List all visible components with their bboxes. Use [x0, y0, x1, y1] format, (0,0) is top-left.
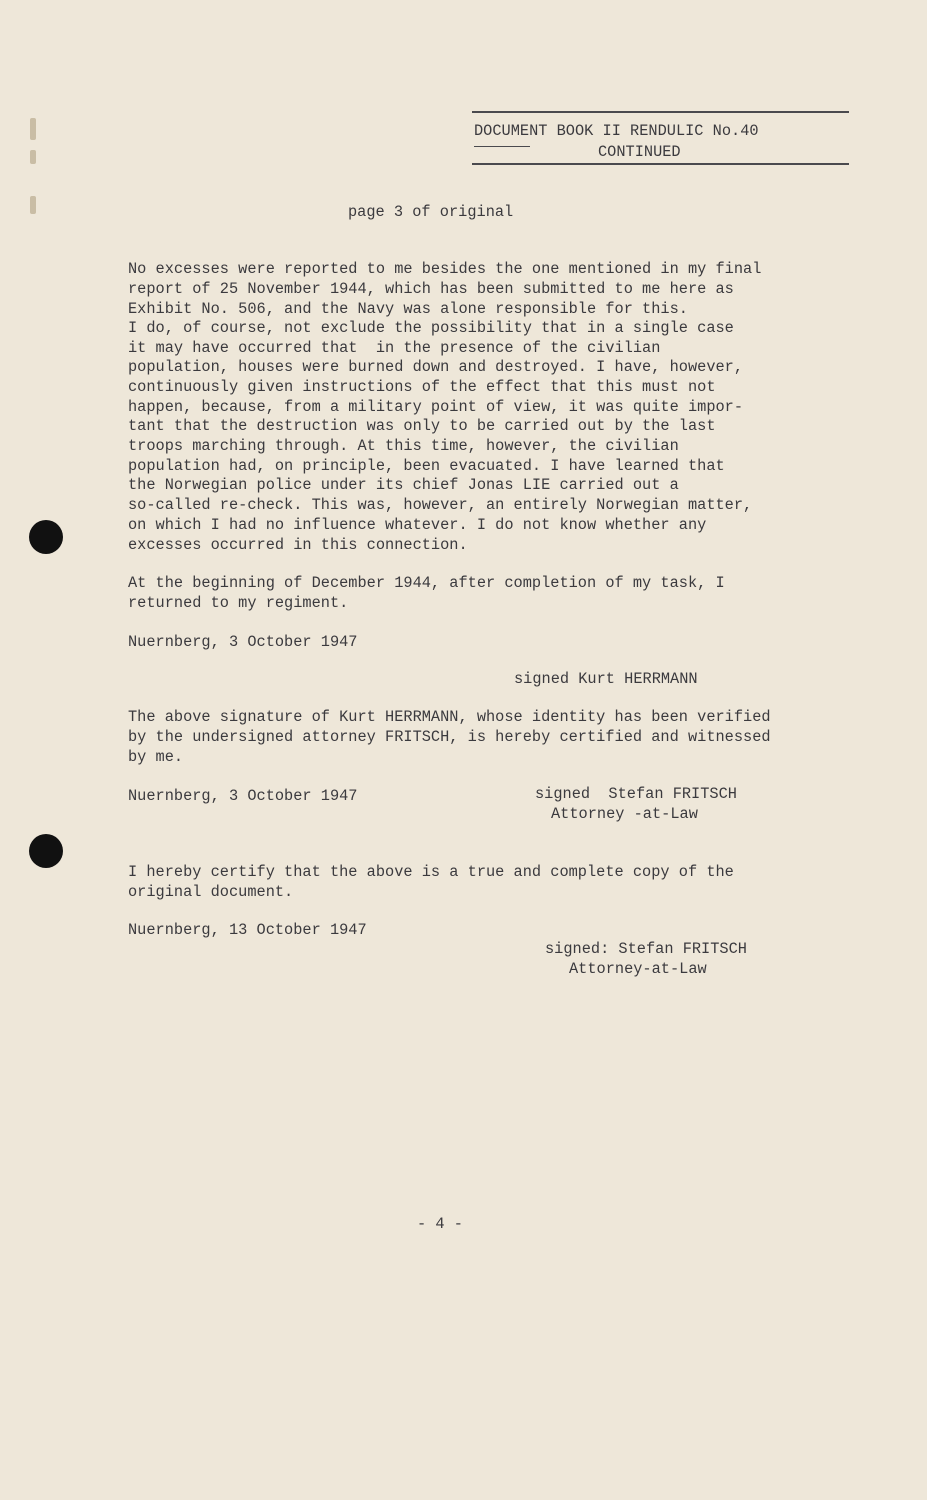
text-line: returned to my regiment.: [128, 594, 349, 612]
date-line-3: Nuernberg, 13 October 1947: [128, 921, 367, 939]
edge-mark: [30, 150, 36, 164]
date-line-2: Nuernberg, 3 October 1947: [128, 787, 358, 805]
text-line: population, houses were burned down and destroyed. I have, however,: [128, 358, 744, 376]
text-line: on which I had no influence whatever. I do not know whether any: [128, 516, 707, 534]
text-line: I hereby certify that the above is a true and complete copy of the: [128, 863, 734, 881]
text-line: population had, on principle, been evacuated. I have learned that: [128, 457, 725, 475]
certification-signature-title: Attorney-at-Law: [569, 960, 707, 978]
text-line: I do, of course, not exclude the possibility that in a single case: [128, 319, 734, 337]
text-line: The above signature of Kurt HERRMANN, whose identity has been verified: [128, 708, 771, 726]
text-line: troops marching through. At this time, however, the civilian: [128, 437, 679, 455]
header-rule-top: [472, 111, 849, 113]
text-line: happen, because, from a military point of view, it was quite impor-: [128, 398, 744, 416]
text-line: continuously given instructions of the effect that this must not: [128, 378, 716, 396]
page-number: - 4 -: [417, 1215, 463, 1233]
text-line: report of 25 November 1944, which has been submitted to me here as: [128, 280, 734, 298]
page-reference: page 3 of original: [348, 203, 514, 221]
text-line: original document.: [128, 883, 294, 901]
text-line: by the undersigned attorney FRITSCH, is hereby certified and witnessed: [128, 728, 771, 746]
text-line: tant that the destruction was only to be carried out by the last: [128, 417, 716, 435]
text-line: No excesses were reported to me besides the one mentioned in my final: [128, 260, 762, 278]
text-line: by me.: [128, 748, 184, 766]
edge-mark: [30, 196, 36, 214]
header-subtitle: CONTINUED: [598, 143, 681, 161]
header-rule-bottom: [472, 163, 849, 165]
text-line: At the beginning of December 1944, after completion of my task, I: [128, 574, 725, 592]
signature-fritsch-name: signed Stefan FRITSCH: [535, 785, 737, 803]
text-line: so-called re-check. This was, however, an entirely Norwegian matter,: [128, 496, 753, 514]
punch-hole-top: [29, 520, 63, 554]
edge-mark: [30, 118, 36, 140]
text-line: Exhibit No. 506, and the Navy was alone responsible for this.: [128, 300, 688, 318]
header-rule-short: [474, 146, 530, 147]
certification-signature-name: signed: Stefan FRITSCH: [545, 940, 747, 958]
date-line-1: Nuernberg, 3 October 1947: [128, 633, 358, 651]
text-line: the Norwegian police under its chief Jonas LIE carried out a: [128, 476, 679, 494]
signature-fritsch-title: Attorney -at-Law: [551, 805, 698, 823]
header-title: DOCUMENT BOOK II RENDULIC No.40: [474, 122, 759, 140]
text-line: it may have occurred that in the presence of the civilian: [128, 339, 661, 357]
signature-herrmann: signed Kurt HERRMANN: [514, 670, 698, 688]
punch-hole-bottom: [29, 834, 63, 868]
text-line: excesses occurred in this connection.: [128, 536, 468, 554]
